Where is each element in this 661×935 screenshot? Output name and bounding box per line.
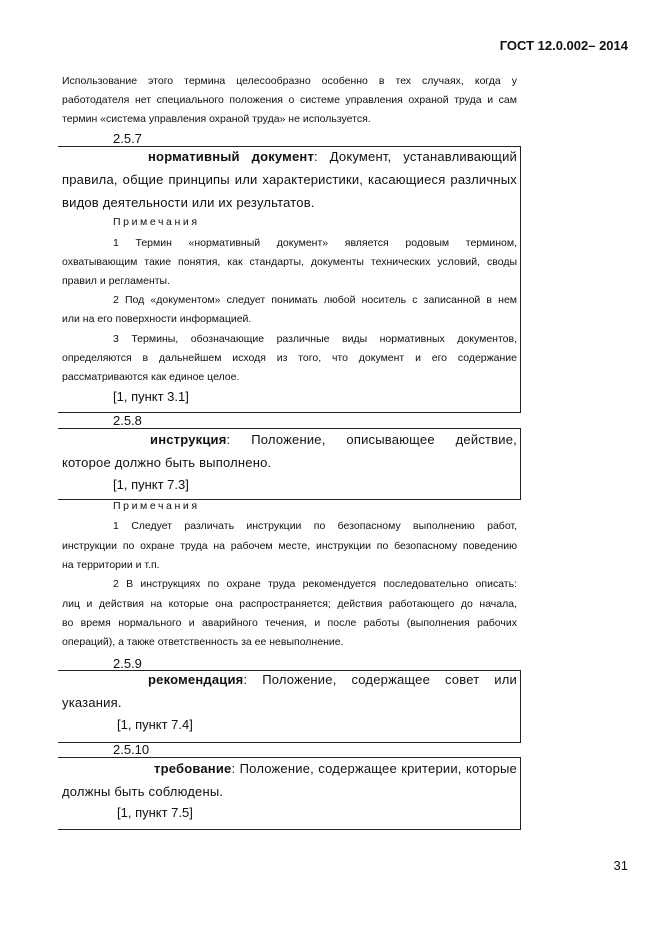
note-1-line-2: охватывающим такие понятия, как стандарты, документы технических условий, своды — [62, 256, 517, 268]
note-1-line-1: 1 Следует различать инструкции по безопасному выполнению работ, — [113, 520, 517, 532]
definition-line-2: должны быть соблюдены. — [62, 784, 224, 799]
note-2-line-4: операций), а также ответственность за ее невыполнение. — [62, 636, 344, 648]
note-2-line-1: 2 Под «документом» следует понимать любой носитель с записанной в нем — [113, 294, 517, 306]
term-name: рекомендация — [148, 672, 244, 687]
definition-line-1 — [150, 428, 517, 451]
definition-text: : Положение, содержащее совет или — [243, 672, 517, 687]
note-1-line-1: 1 Термин «нормативный документ» является родовым термином, — [113, 237, 517, 249]
note-1-line-3: правил и регламенты. — [62, 275, 171, 287]
note-2-line-3: во время нормального и аварийного течения, и после работы (выполнения рабочих — [62, 617, 517, 629]
intro-line-1: Использование этого термина целесообразно особенно в тех случаях, когда у — [62, 75, 517, 87]
definition-text: : Положение, содержащее критерии, которые — [231, 761, 517, 776]
source-reference: [1, пункт 7.3] — [113, 477, 189, 492]
definition-text: : Документ, устанавливающий — [314, 149, 517, 164]
definition-line-1 — [154, 757, 517, 780]
note-2-line-2: лиц и действия на которые она распространяется; действия работающего до начала, — [62, 598, 517, 610]
source-reference: [1, пункт 7.4] — [117, 717, 193, 732]
definition-line-2: которое должно быть выполнено. — [62, 455, 272, 470]
notes-heading: Примечания — [113, 500, 200, 512]
page-number: 31 — [613, 858, 628, 873]
definition-line-2: указания. — [62, 695, 122, 710]
definition-line-3: видов деятельности или их результатов. — [62, 195, 315, 210]
note-1-line-3: на территории и т.п. — [62, 559, 160, 571]
note-2-line-2: или на его поверхности информацией. — [62, 313, 252, 325]
notes-heading: Примечания — [113, 216, 200, 228]
note-1-line-2: инструкции по охране труда на рабочем месте, инструкции по безопасному поведению — [62, 540, 517, 552]
note-3-line-3: рассматриваются как единое целое. — [62, 371, 240, 383]
document-code: ГОСТ 12.0.002– 2014 — [499, 38, 628, 53]
term-name: нормативный документ — [148, 149, 315, 164]
note-3-line-2: определяются в дальнейшем исходя из того, что документ и его содержание — [62, 352, 517, 364]
definition-line-1 — [148, 668, 517, 691]
note-2-line-1: 2 В инструкциях по охране труда рекомендуется последовательно описать: — [113, 578, 517, 590]
definition-text: : Положение, описывающее действие, — [226, 432, 517, 447]
term-name: требование — [154, 761, 232, 776]
clause-number-2-5-7: 2.5.7 — [113, 131, 142, 146]
note-3-line-1: 3 Термины, обозначающие различные виды нормативных документов, — [113, 333, 517, 345]
source-reference: [1, пункт 7.5] — [117, 805, 193, 820]
intro-line-2: работодателя нет специального положения о системе управления охраной труда и сам — [62, 94, 517, 106]
source-reference: [1, пункт 3.1] — [113, 389, 189, 404]
intro-line-3: термин «система управления охраной труда» не используется. — [62, 113, 371, 125]
clause-number-2-5-9: 2.5.9 — [113, 656, 142, 671]
term-name: инструкция — [150, 432, 227, 447]
definition-line-1 — [148, 145, 517, 168]
clause-number-2-5-10: 2.5.10 — [113, 742, 150, 757]
clause-number-2-5-8: 2.5.8 — [113, 413, 142, 428]
definition-line-2: правила, общие принципы или характеристики, касающиеся различных — [62, 172, 517, 187]
